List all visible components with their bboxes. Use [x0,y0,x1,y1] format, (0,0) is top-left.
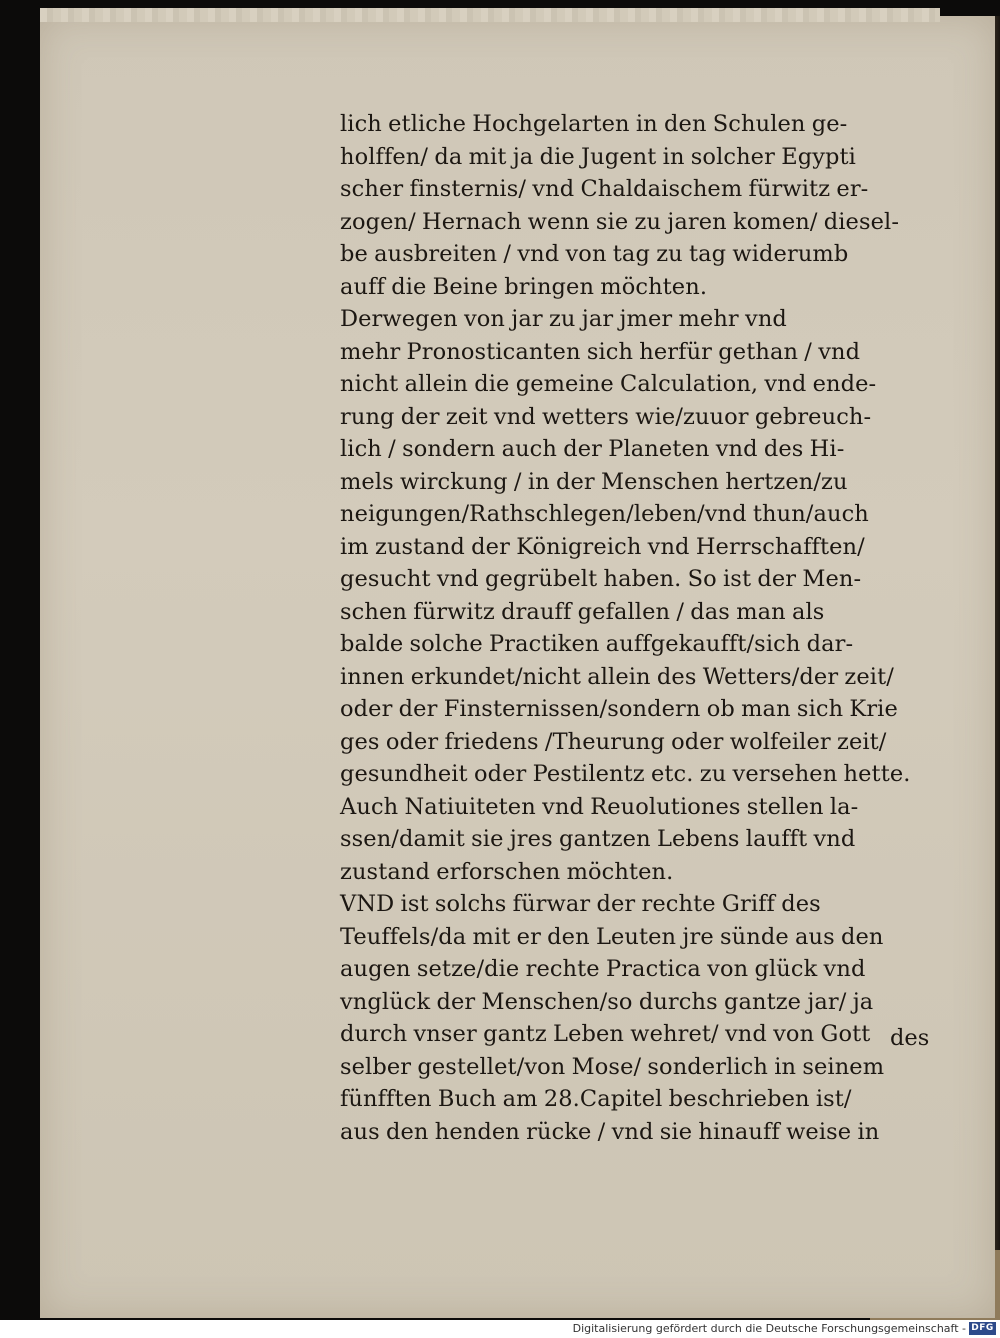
text-line: vnglück der Menschen/so durchs gantze jar/ ja [340,988,874,1015]
text-line: nicht allein die gemeine Calculation, vnd ende- [340,371,877,397]
text-line: mels wirckung / in der Menschen hertzen/zu [340,468,848,495]
text-line: selber gestellet/von Mose/ sonderlich in seinem [340,1053,885,1080]
page-top-edge [40,8,940,22]
text-line: scher finsternis/ vnd Chaldaischem fürwitz er- [340,176,869,202]
text-line: augen setze/die rechte Practica von glück vnd [340,956,866,982]
text-line: balde solche Practiken auffgekaufft/sich dar- [340,631,854,657]
text-line: gesucht vnd gegrübelt haben. So ist der Men- [340,566,862,592]
text-line: im zustand der Königreich vnd Herrschafften/ [340,533,865,560]
text-line: innen erkundet/nicht allein des Wetters/der zeit/ [340,663,894,690]
page-text [340,108,960,1148]
text-line: schen fürwitz drauff gefallen / das man als [340,598,825,625]
text-line: Auch Natiuiteten vnd Reuolutiones stellen la- [340,793,859,820]
text-line: lich / sondern auch der Planeten vnd des Hi- [340,436,845,462]
text-line: holffen/ da mit ja die Jugent in solcher Egypti [340,143,856,170]
text-line: VND ist solchs fürwar der rechte Griff des [340,891,821,917]
text-line: zustand erforschen möchten. [340,858,674,885]
dfg-logo-icon: DFG [969,1322,996,1335]
text-line: rung der zeit vnd wetters wie/zuuor gebreuch- [340,403,872,430]
text-line: aus den henden rücke / vnd sie hinauff weise in [340,1118,880,1145]
text-line: gesundheit oder Pestilentz etc. zu versehen hette. [340,761,911,787]
catchword: des [890,1025,930,1051]
text-line: durch vnser gantz Leben wehret/ vnd von Gott [340,1021,871,1047]
text-line: mehr Pronosticanten sich herfür gethan / vnd [340,338,861,365]
text-line: fünfften Buch am 28.Capitel beschrieben ist/ [340,1086,852,1112]
text-line: Teuffels/da mit er den Leuten jre sünde aus den [340,923,884,950]
footer-bar [0,1320,1000,1338]
text-line: auff die Beine bringen möchten. [340,273,708,300]
text-line: ges oder friedens /Theurung oder wolfeiler zeit/ [340,728,887,755]
text-line: neigungen/Rathschlegen/leben/vnd thun/auch [340,501,869,527]
text-line: Derwegen von jar zu jar jmer mehr vnd [340,306,787,332]
text-line: ssen/damit sie jres gantzen Lebens laufft vnd [340,826,856,852]
text-line: lich etliche Hochgelarten in den Schulen ge- [340,111,848,137]
footer-credit: Digitalisierung gefördert durch die Deutsche Forschungsgemeinschaft - [572,1322,966,1335]
text-line: be ausbreiten / vnd von tag zu tag widerumb [340,241,849,267]
text-line: zogen/ Hernach wenn sie zu jaren komen/ diesel- [340,208,900,235]
text-line: oder der Finsternissen/sondern ob man sich Krie [340,696,898,722]
